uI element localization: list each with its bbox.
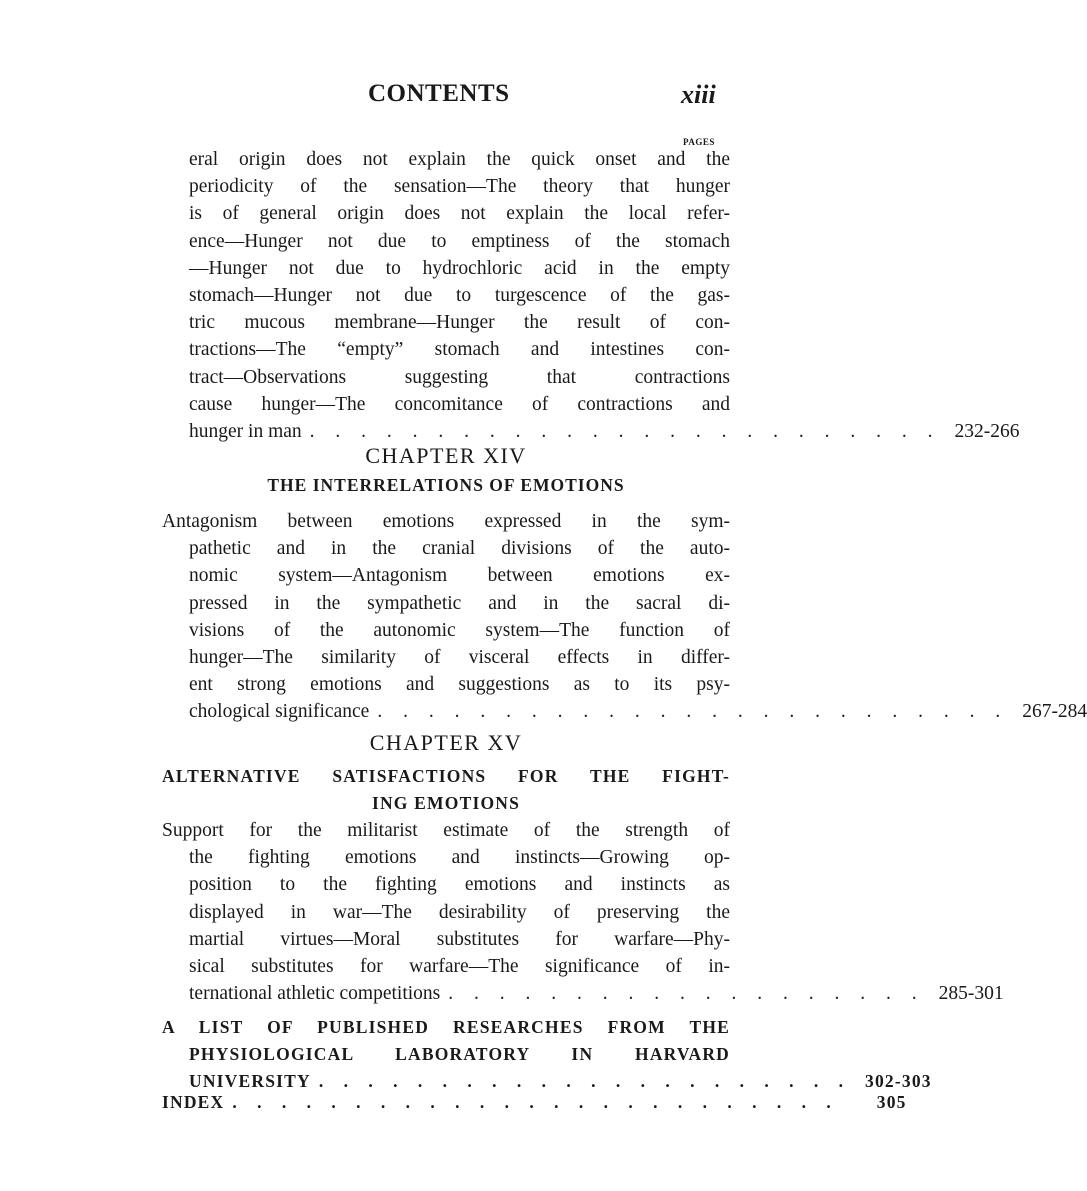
dot-leader: . . . . . . . . . . . . . . . . . . . . . . . . . (232, 1092, 839, 1112)
dot-leader: . . . . . . . . . . . . . . . . . . . . . . . . . (377, 701, 1009, 723)
page-range[interactable]: 302-303 (865, 1071, 932, 1092)
entry-line: Antagonism between emotions expressed in the sym- (162, 511, 730, 532)
entry-line: position to the fighting emotions and instincts as (189, 874, 730, 896)
page-range[interactable]: 305 (876, 1092, 907, 1112)
entry-line: displayed in war—The desirability of preserving the (189, 901, 730, 923)
dot-leader: . . . . . . . . . . . . . . . . . . . . . . (318, 1071, 852, 1092)
page-range[interactable]: 232-266 (954, 420, 1020, 442)
entry-line: hunger—The similarity of visceral effects in differ- (189, 646, 730, 668)
entry-line: pathetic and in the cranial divisions of the auto- (189, 538, 730, 560)
entry-line: nomic system—Antagonism between emotions ex- (189, 565, 730, 587)
entry-line: ence—Hunger not due to emptiness of the stomach (189, 230, 730, 252)
entry-line: PHYSIOLOGICAL LABORATORY IN HARVARD (189, 1044, 730, 1065)
chapter-number: CHAPTER XIV (365, 443, 527, 468)
entry-line: sical substitutes for warfare—The significance of in- (189, 955, 730, 977)
entry-line: UNIVERSITY (189, 1071, 311, 1092)
continued-entry (162, 146, 1020, 445)
chapter-title[interactable]: THE INTERRELATIONS OF EMOTIONS (267, 475, 625, 495)
entry-last-line (189, 698, 1087, 725)
page-range[interactable]: 267-284 (1022, 701, 1087, 723)
entry-line: Support for the militarist estimate of the strength of (162, 820, 730, 841)
chapter-xiv-entry (162, 508, 1087, 726)
entry-line: stomach—Hunger not due to turgescence of the gas- (189, 284, 730, 306)
index-entry[interactable] (162, 1089, 907, 1116)
page-title: CONTENTS (368, 80, 510, 107)
dot-leader: . . . . . . . . . . . . . . . . . . . (448, 983, 925, 1005)
entry-line: martial virtues—Moral substitutes for warfare—Phy- (189, 928, 730, 950)
entry-last-line (189, 980, 1004, 1007)
entry-line: —Hunger not due to hydrochloric acid in the empty (189, 257, 730, 279)
dot-leader: . . . . . . . . . . . . . . . . . . . . . . . . . (309, 420, 941, 442)
entry-line: is of general origin does not explain the local refer- (189, 203, 730, 225)
entry-line: the fighting emotions and instincts—Growing op- (189, 847, 730, 869)
entry-line: ternational athletic competitions (189, 983, 441, 1005)
entry-line: tractions—The “empty” stomach and intestines con- (189, 339, 730, 361)
chapter-number: CHAPTER XV (369, 730, 523, 755)
entry-line: tract—Observations suggesting that contractions (189, 366, 730, 388)
entry-line: cause hunger—The concomitance of contractions and (189, 393, 730, 415)
entry-line: A LIST OF PUBLISHED RESEARCHES FROM THE (162, 1017, 730, 1037)
chapter-xv-title[interactable] (162, 763, 730, 817)
entry-line: eral origin does not explain the quick onset and the (189, 149, 730, 170)
entry-line: visions of the autonomic system—The function of (189, 619, 730, 641)
chapter-title: ING EMOTIONS (371, 793, 521, 814)
pages-column-label: PAGES (683, 137, 715, 147)
chapter-title: ALTERNATIVE SATISFACTIONS FOR THE FIGHT- (162, 766, 730, 786)
entry-line: ent strong emotions and suggestions as to its psy- (189, 674, 730, 696)
page-range[interactable]: 285-301 (938, 983, 1004, 1005)
chapter-xv-entry (162, 817, 1004, 1007)
running-head (0, 80, 840, 120)
entry-line: periodicity of the sensation—The theory that hunger (189, 176, 730, 198)
entry-line: chological significance (189, 701, 370, 723)
entry-last-line (189, 418, 1020, 445)
index-label: INDEX (162, 1092, 225, 1112)
page-number: xiii (681, 80, 716, 109)
researches-entry[interactable] (162, 1014, 932, 1096)
entry-line: hunger in man (189, 420, 302, 442)
entry-last-line (162, 1089, 907, 1116)
entry-line: tric mucous membrane—Hunger the result of con- (189, 312, 730, 334)
entry-line: pressed in the sympathetic and in the sacral di- (189, 592, 730, 614)
